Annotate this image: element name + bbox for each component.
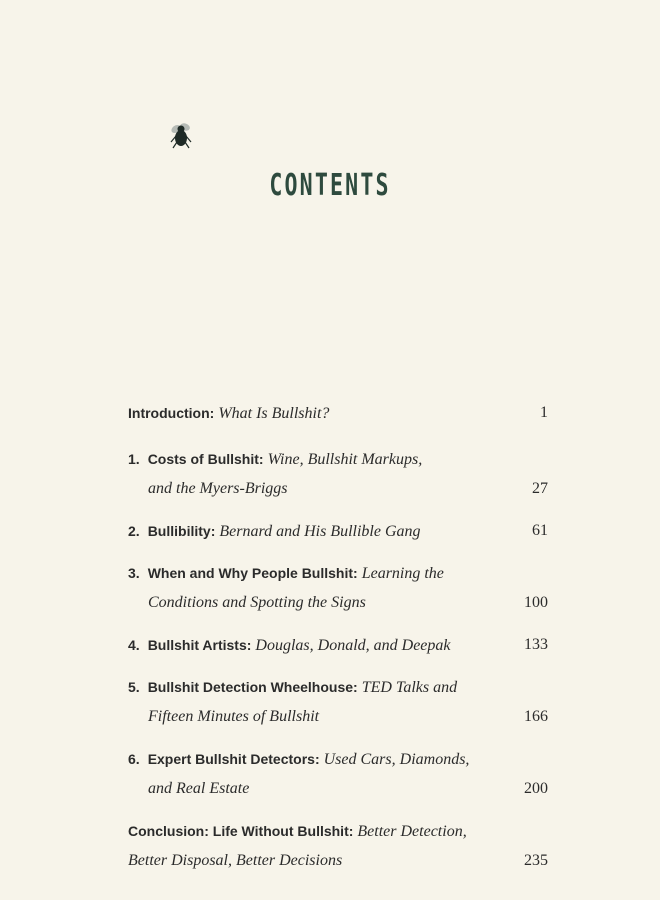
entry-page-number: 235 bbox=[524, 852, 548, 869]
toc-entry-introduction bbox=[128, 398, 548, 428]
entry-label: Bullibility: bbox=[147, 523, 216, 539]
entry-label: Introduction: bbox=[128, 405, 215, 421]
entry-subtitle: Used Cars, Diamonds, bbox=[323, 751, 470, 768]
entry-subtitle: Bernard and His Bullible Gang bbox=[219, 523, 421, 540]
entry-subtitle: What Is Bullshit? bbox=[218, 405, 330, 422]
toc-entry-chapter-5 bbox=[128, 672, 548, 732]
fly-icon bbox=[163, 118, 199, 154]
entry-page-number: 133 bbox=[524, 636, 548, 653]
entry-number: 5. bbox=[128, 679, 140, 695]
page-title: CONTENTS bbox=[269, 168, 391, 203]
toc-entry-chapter-4 bbox=[128, 630, 548, 660]
table-of-contents bbox=[128, 398, 548, 876]
entry-subtitle-continued: Better Disposal, Better Decisions bbox=[128, 852, 343, 869]
entry-number: 2. bbox=[128, 523, 140, 539]
entry-subtitle: TED Talks and bbox=[361, 679, 458, 696]
entry-number: 1. bbox=[128, 451, 140, 467]
entry-subtitle-continued: Fifteen Minutes of Bullshit bbox=[148, 708, 320, 725]
entry-label: Costs of Bullshit: bbox=[147, 451, 264, 467]
toc-entry-conclusion bbox=[128, 816, 548, 876]
entry-number: 3. bbox=[128, 565, 140, 581]
entry-subtitle: Learning the bbox=[361, 565, 444, 582]
entry-page-number: 27 bbox=[532, 480, 548, 497]
entry-subtitle: Better Detection, bbox=[357, 823, 467, 840]
entry-label: Bullshit Artists: bbox=[147, 637, 252, 653]
entry-label: Expert Bullshit Detectors: bbox=[147, 751, 320, 767]
entry-page-number: 166 bbox=[524, 708, 548, 725]
entry-subtitle: Douglas, Donald, and Deepak bbox=[255, 637, 451, 654]
entry-number: 4. bbox=[128, 637, 140, 653]
entry-page-number: 100 bbox=[524, 594, 548, 611]
entry-page-number: 61 bbox=[532, 522, 548, 539]
toc-entry-chapter-3 bbox=[128, 558, 548, 618]
toc-entry-chapter-2 bbox=[128, 516, 548, 546]
entry-label: Bullshit Detection Wheelhouse: bbox=[147, 679, 358, 695]
entry-subtitle-continued: and Real Estate bbox=[148, 780, 250, 797]
entry-label: Conclusion: Life Without Bullshit: bbox=[128, 823, 354, 839]
entry-page-number: 1 bbox=[540, 404, 548, 421]
entry-subtitle: Wine, Bullshit Markups, bbox=[267, 451, 423, 468]
entry-subtitle-continued: and the Myers-Briggs bbox=[148, 480, 288, 497]
toc-entry-chapter-6 bbox=[128, 744, 548, 804]
toc-entry-chapter-1 bbox=[128, 444, 548, 504]
entry-subtitle-continued: Conditions and Spotting the Signs bbox=[148, 594, 366, 611]
entry-page-number: 200 bbox=[524, 780, 548, 797]
entry-label: When and Why People Bullshit: bbox=[147, 565, 358, 581]
entry-number: 6. bbox=[128, 751, 140, 767]
